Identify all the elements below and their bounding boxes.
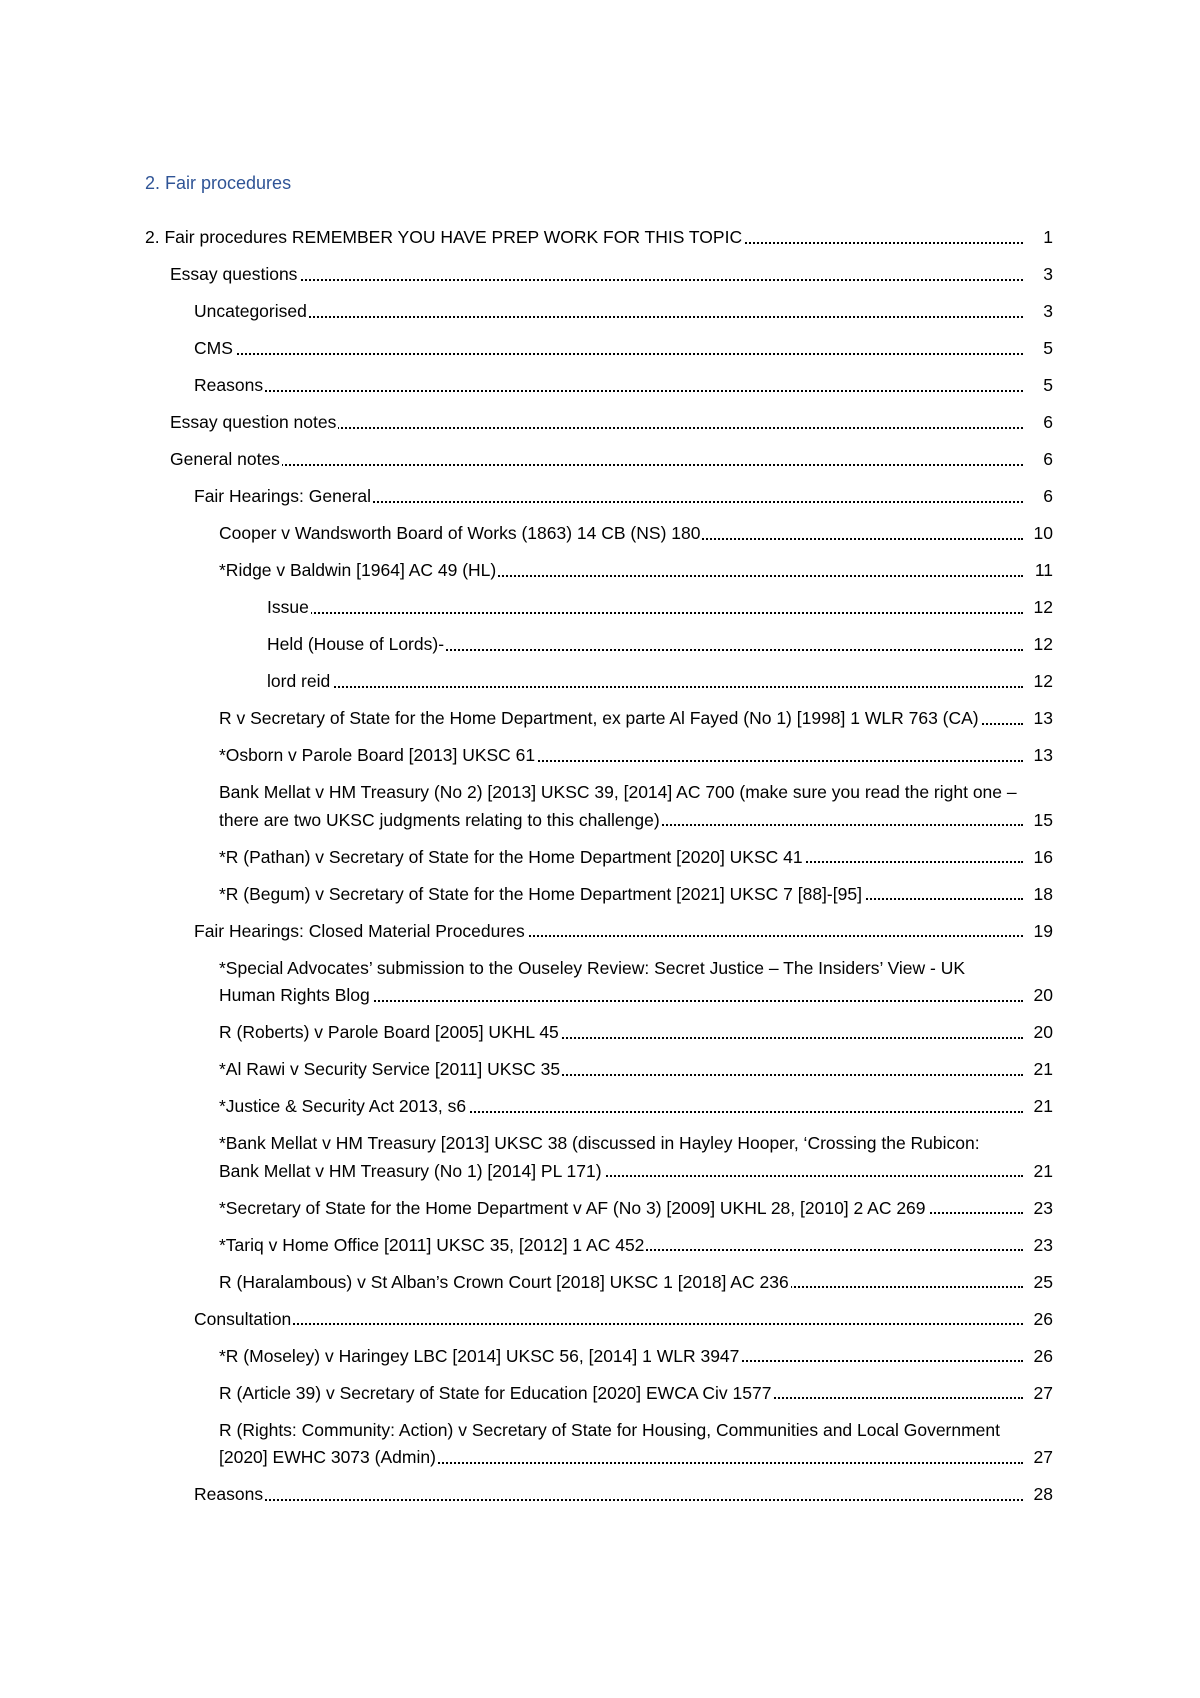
toc-entry[interactable]: [219, 881, 1053, 909]
toc-entry-text-wrap: [267, 631, 1053, 659]
toc-entry-title: *Special Advocates’ submission to the Ouseley Review: Secret Justice – The Insiders’ View - UK Human Rights Blog: [219, 957, 966, 1005]
toc-page-number: 12: [1023, 668, 1053, 696]
toc-entry[interactable]: [219, 1417, 1053, 1472]
toc-entry-text-wrap: [170, 261, 1053, 289]
toc-page-number: 6: [1023, 446, 1053, 474]
toc-entry-title: *Al Rawi v Security Service [2011] UKSC 35: [219, 1059, 561, 1079]
toc-page-number: 20: [1023, 982, 1053, 1010]
toc-entry-text-wrap: [219, 1056, 1053, 1084]
toc-entry-text-wrap: [194, 335, 1053, 363]
toc-page-number: 5: [1023, 335, 1053, 363]
toc-page-number: 12: [1023, 631, 1053, 659]
toc-entry-text-wrap: [219, 1093, 1053, 1121]
toc-page-number: 27: [1023, 1380, 1053, 1408]
toc-page-number: 6: [1023, 483, 1053, 511]
toc-entry-text-wrap: [170, 409, 1053, 437]
toc-entry[interactable]: [170, 261, 1053, 289]
toc-entry-title: R v Secretary of State for the Home Department, ex parte Al Fayed (No 1) [1998] 1 WLR 763 (CA): [219, 708, 979, 728]
toc-entry[interactable]: [219, 1093, 1053, 1121]
toc-entry-title: Cooper v Wandsworth Board of Works (1863) 14 CB (NS) 180: [219, 523, 701, 543]
toc-entry-text-wrap: [194, 1481, 1053, 1509]
toc-entry-title: lord reid: [267, 671, 331, 691]
toc-entry[interactable]: [267, 668, 1053, 696]
toc-entry-title: Essay question notes: [170, 412, 337, 432]
toc-entry-title: CMS: [194, 338, 233, 358]
toc-page-number: 19: [1023, 918, 1053, 946]
toc-entry-text-wrap: [219, 1269, 1053, 1297]
toc-page-number: 10: [1023, 520, 1053, 548]
toc-entry[interactable]: [194, 483, 1053, 511]
toc-entry[interactable]: [194, 1306, 1053, 1334]
toc-entry[interactable]: [145, 224, 1053, 252]
toc-page-number: 26: [1023, 1306, 1053, 1334]
toc-entry-title: 2. Fair procedures REMEMBER YOU HAVE PREP WORK FOR THIS TOPIC: [145, 227, 743, 247]
toc-dot-leader: [194, 1499, 1023, 1501]
toc-page-number: 13: [1023, 742, 1053, 770]
toc-entry-title: Reasons: [194, 375, 264, 395]
toc-page-number: 21: [1023, 1158, 1053, 1186]
toc-entry[interactable]: [194, 298, 1053, 326]
toc-page-number: 23: [1023, 1232, 1053, 1260]
toc-entry-title: *R (Begum) v Secretary of State for the Home Department [2021] UKSC 7 [88]-[95]: [219, 883, 862, 904]
toc-entry-text-wrap: [194, 483, 1053, 511]
toc-page-number: 18: [1023, 881, 1053, 909]
toc-entry-text-wrap: [267, 594, 1053, 622]
toc-entry[interactable]: [219, 1380, 1053, 1408]
toc-entry-text-wrap: [219, 1019, 1053, 1047]
toc-entry[interactable]: [219, 955, 1053, 1010]
toc-entry[interactable]: [219, 1343, 1053, 1371]
toc-page-number: 21: [1023, 1093, 1053, 1121]
toc-dot-leader: [194, 1323, 1023, 1325]
toc-entry-title: Fair Hearings: Closed Material Procedures: [194, 920, 525, 941]
toc-page-number: 15: [1023, 807, 1053, 835]
toc-entry-title: Fair Hearings: General: [194, 486, 372, 506]
toc-entry-title: R (Roberts) v Parole Board [2005] UKHL 45: [219, 1022, 559, 1042]
toc-dot-leader: [194, 353, 1023, 355]
toc-entry-title: R (Rights: Community: Action) v Secretary of State for Housing, Communities and Local Government [2020] EWHC 3073 (Admin): [219, 1419, 1001, 1467]
toc-entry[interactable]: [219, 844, 1053, 872]
toc-entry-title: *R (Moseley) v Haringey LBC [2014] UKSC 56, [2014] 1 WLR 3947: [219, 1345, 740, 1366]
toc-entry-title: *R (Pathan) v Secretary of State for the Home Department [2020] UKSC 41: [219, 846, 803, 867]
toc-entry[interactable]: [219, 1056, 1053, 1084]
toc-entry[interactable]: [219, 1195, 1053, 1223]
toc-entry-text-wrap: [194, 372, 1053, 400]
toc-entry-text-wrap: [194, 298, 1053, 326]
toc-dot-leader: [194, 390, 1023, 392]
toc-dot-leader: [170, 464, 1023, 466]
toc-page-number: 23: [1023, 1195, 1053, 1223]
toc-entry-title: Issue: [267, 597, 309, 617]
table-of-contents: [145, 224, 1053, 1518]
toc-page-number: 27: [1023, 1444, 1053, 1472]
toc-entry-text-wrap: [219, 1380, 1053, 1408]
toc-entry[interactable]: [219, 742, 1053, 770]
toc-page-number: 1: [1023, 224, 1053, 252]
toc-entry[interactable]: [267, 594, 1053, 622]
toc-entry-title: *Bank Mellat v HM Treasury [2013] UKSC 38 (discussed in Hayley Hooper, ‘Crossing the Rubicon: Bank Mellat v HM Treasury (No 1) [2014] PL 171): [219, 1133, 980, 1181]
toc-entry-title: Reasons: [194, 1484, 264, 1504]
toc-page-number: 21: [1023, 1056, 1053, 1084]
toc-page-number: 11: [1023, 557, 1053, 585]
toc-entry-title: Bank Mellat v HM Treasury (No 2) [2013] UKSC 39, [2014] AC 700 (make sure you read the right one – there are two UKSC judgments relating to this challenge): [219, 782, 1017, 830]
toc-page-number: 25: [1023, 1269, 1053, 1297]
toc-entry-title: General notes: [170, 449, 280, 469]
toc-entry-text-wrap: [170, 446, 1053, 474]
toc-entry-text-wrap: [194, 918, 1053, 946]
toc-dot-leader: [194, 316, 1023, 318]
toc-page-number: 3: [1023, 298, 1053, 326]
toc-entry-title: Consultation: [194, 1308, 292, 1329]
toc-entry-text-wrap: [219, 1343, 1053, 1371]
toc-entry-text-wrap: [219, 742, 1053, 770]
toc-entry-text-wrap: [219, 705, 1053, 733]
toc-entry[interactable]: [219, 1130, 1053, 1185]
toc-entry[interactable]: [219, 705, 1053, 733]
toc-entry-text-wrap: [219, 1195, 1053, 1223]
toc-entry-text-wrap: [194, 1306, 1053, 1334]
toc-entry-text-wrap: [219, 881, 1053, 909]
toc-entry[interactable]: [267, 631, 1053, 659]
toc-dot-leader: [267, 686, 1023, 688]
toc-entry[interactable]: [194, 1481, 1053, 1509]
toc-entry-title: Held (House of Lords)-: [267, 634, 445, 654]
toc-entry-title: R (Haralambous) v St Alban’s Crown Court [2018] UKSC 1 [2018] AC 236: [219, 1271, 789, 1292]
toc-entry[interactable]: [194, 372, 1053, 400]
toc-entry-title: R (Article 39) v Secretary of State for Education [2020] EWCA Civ 1577: [219, 1382, 772, 1403]
toc-entry[interactable]: [219, 1019, 1053, 1047]
toc-page-number: 5: [1023, 372, 1053, 400]
toc-entry[interactable]: [219, 520, 1053, 548]
toc-page-number: 3: [1023, 261, 1053, 289]
toc-entry[interactable]: [219, 1232, 1053, 1260]
toc-entry-text-wrap: [219, 844, 1053, 872]
toc-page-number: 26: [1023, 1343, 1053, 1371]
toc-entry-title: *Osborn v Parole Board [2013] UKSC 61: [219, 745, 536, 765]
toc-page-number: 6: [1023, 409, 1053, 437]
toc-heading: 2. Fair procedures: [145, 173, 292, 193]
toc-entry[interactable]: [170, 446, 1053, 474]
toc-entry[interactable]: [170, 409, 1053, 437]
toc-page-number: 28: [1023, 1481, 1053, 1509]
toc-dot-leader: [267, 612, 1023, 614]
toc-entry-title: Uncategorised: [194, 301, 307, 321]
toc-entry-text-wrap: [219, 557, 1053, 585]
toc-entry-title: *Secretary of State for the Home Department v AF (No 3) [2009] UKHL 28, [2010] 2 AC 269: [219, 1197, 926, 1218]
toc-entry[interactable]: [219, 557, 1053, 585]
toc-page-number: 12: [1023, 594, 1053, 622]
toc-entry-title: Essay questions: [170, 264, 298, 284]
toc-entry-title: *Justice & Security Act 2013, s6: [219, 1096, 467, 1116]
toc-entry[interactable]: [219, 779, 1053, 834]
toc-entry-text-wrap: [267, 668, 1053, 696]
toc-entry-text-wrap: [219, 1232, 1053, 1260]
toc-page-number: 13: [1023, 705, 1053, 733]
toc-page-number: 16: [1023, 844, 1053, 872]
toc-entry-text-wrap: [145, 224, 1053, 252]
toc-entry[interactable]: [194, 918, 1053, 946]
toc-entry-title: *Ridge v Baldwin [1964] AC 49 (HL): [219, 560, 497, 580]
toc-entry[interactable]: [219, 1269, 1053, 1297]
toc-entry-title: *Tariq v Home Office [2011] UKSC 35, [2012] 1 AC 452: [219, 1234, 645, 1255]
toc-entry[interactable]: [194, 335, 1053, 363]
toc-page-number: 20: [1023, 1019, 1053, 1047]
toc-entry-text-wrap: [219, 520, 1053, 548]
